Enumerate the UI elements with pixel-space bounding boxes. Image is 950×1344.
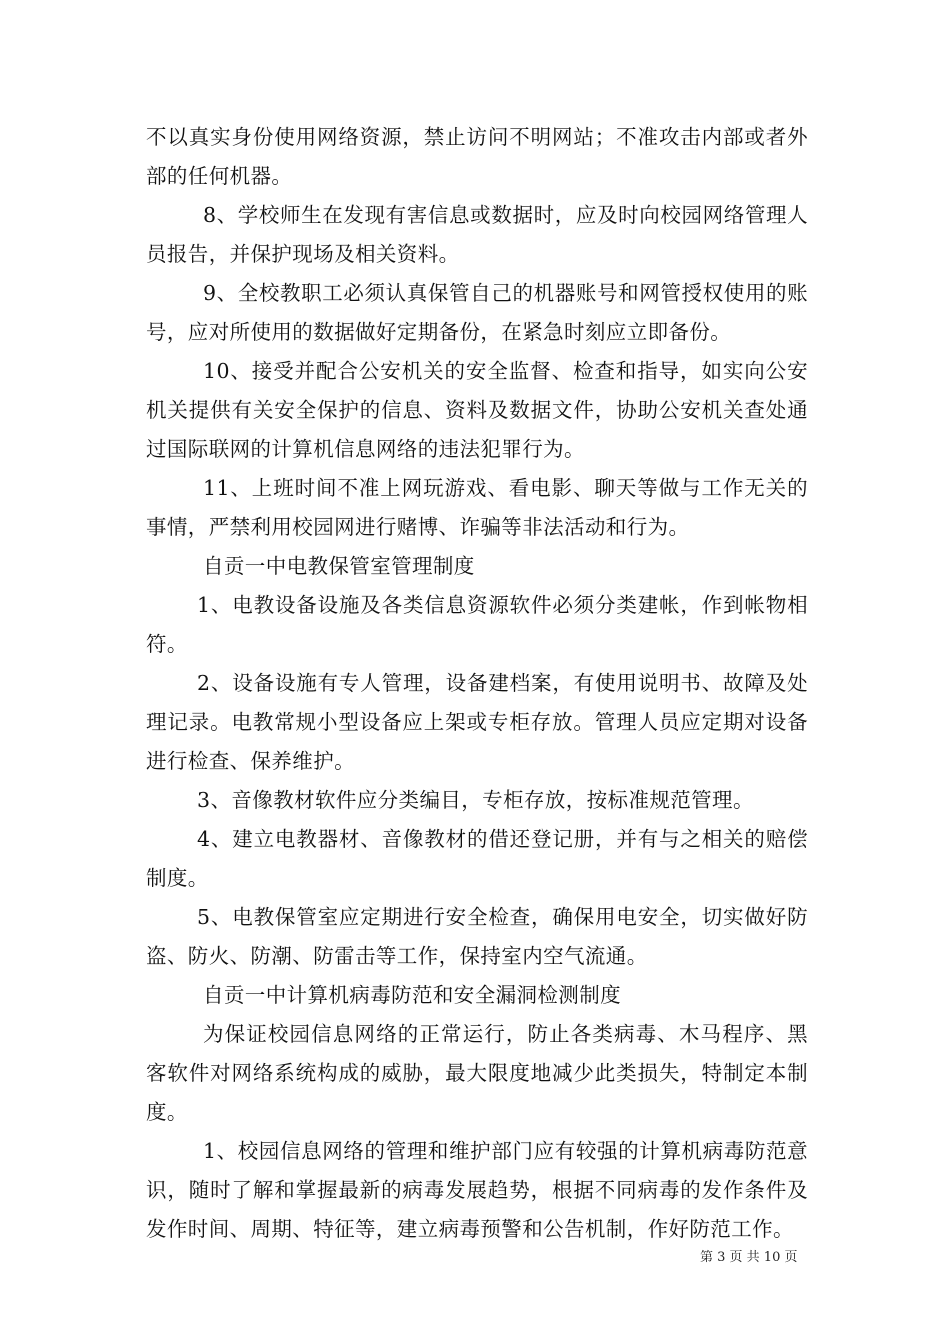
section-heading-av-storage: 自贡一中电教保管室管理制度 bbox=[203, 554, 475, 578]
paragraph-item-9: 9、全校教职工必须认真保管自己的机器账号和网管授权使用的账号，应对所使用的数据做好定期备份，在紧急时刻应立即备份。 bbox=[146, 281, 808, 344]
paragraph-item-8: 8、学校师生在发现有害信息或数据时，应及时向校园网络管理人员报告，并保护现场及相关资料。 bbox=[146, 203, 808, 266]
paragraph-av-rule-5: 5、电教保管室应定期进行安全检查，确保用电安全，切实做好防盗、防火、防潮、防雷击等工作，保持室内空气流通。 bbox=[146, 905, 808, 968]
paragraph-virus-rule-1: 1、校园信息网络的管理和维护部门应有较强的计算机病毒防范意识，随时了解和掌握最新的病毒发展趋势，根据不同病毒的发作条件及发作时间、周期、特征等，建立病毒预警和公告机制，作好防范工作。 bbox=[146, 1139, 808, 1241]
paragraph-item-11: 11、上班时间不准上网玩游戏、看电影、聊天等做与工作无关的事情，严禁利用校园网进行赌博、诈骗等非法活动和行为。 bbox=[146, 476, 808, 539]
document-body bbox=[146, 118, 808, 1249]
paragraph-virus-intro: 为保证校园信息网络的正常运行，防止各类病毒、木马程序、黑客软件对网络系统构成的威胁，最大限度地减少此类损失，特制定本制度。 bbox=[146, 1022, 808, 1124]
paragraph-av-rule-2: 2、设备设施有专人管理，设备建档案，有使用说明书、故障及处理记录。电教常规小型设备应上架或专柜存放。管理人员应定期对设备进行检查、保养维护。 bbox=[146, 671, 808, 773]
paragraph-av-rule-1: 1、电教设备设施及各类信息资源软件必须分类建帐，作到帐物相符。 bbox=[146, 593, 808, 656]
paragraph-av-rule-4: 4、建立电教器材、音像教材的借还登记册，并有与之相关的赔偿制度。 bbox=[146, 827, 808, 890]
paragraph-continuation: 不以真实身份使用网络资源，禁止访问不明网站；不准攻击内部或者外部的任何机器。 bbox=[146, 125, 808, 188]
section-heading-virus-prevention: 自贡一中计算机病毒防范和安全漏洞检测制度 bbox=[203, 983, 621, 1007]
paragraph-av-rule-3: 3、音像教材软件应分类编目，专柜存放，按标准规范管理。 bbox=[197, 788, 754, 812]
paragraph-item-10: 10、接受并配合公安机关的安全监督、检查和指导，如实向公安机关提供有关安全保护的信息、资料及数据文件，协助公安机关查处通过国际联网的计算机信息网络的违法犯罪行为。 bbox=[146, 359, 808, 461]
page-number-footer: 第 3 页 共 10 页 bbox=[700, 1250, 798, 1265]
